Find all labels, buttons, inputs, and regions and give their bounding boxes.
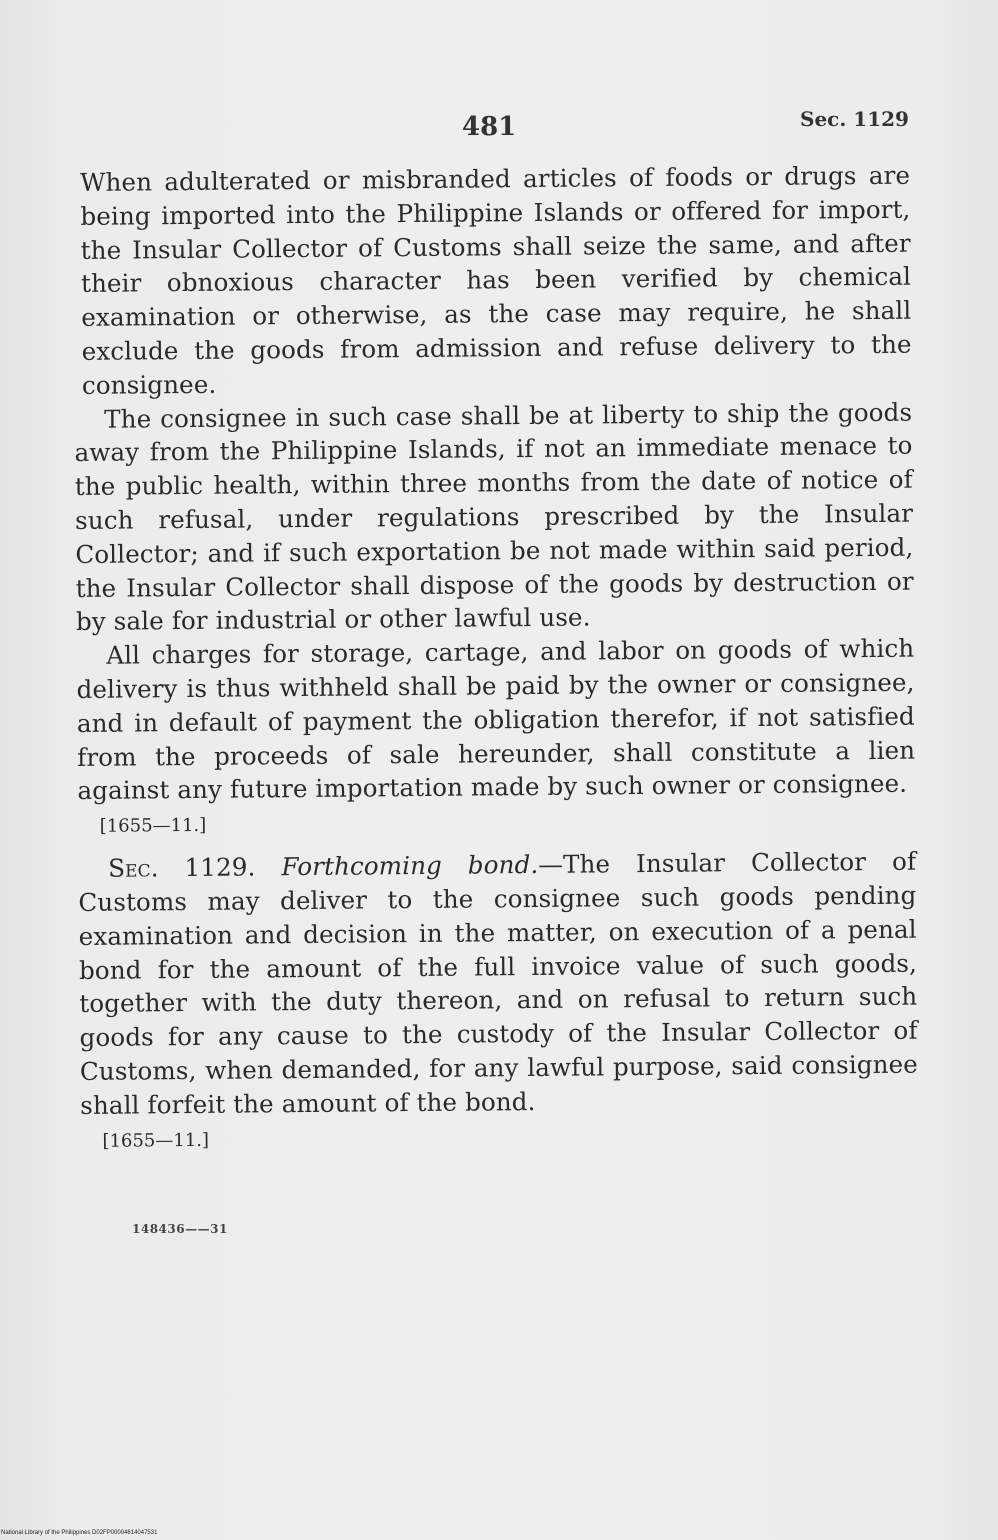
paragraph-consignee-liberty: The consignee in such case shall be at liberty to ship the goods away from the Philippine Islands, if not an immediate menace to the public health, within three months from the date of notice of such refusal, under regulations prescribed by the Insular Collector; and if such exportation be not made within said period, the Insular Collector shall dispose of the goods by destruction or by sale for industrial or other lawful use. [74,397,914,637]
section-body: —The Insular Collector of Customs may deliver to the consignee such goods pending examination and decision in the matter, on execution of a penal bond for the amount of the full invoice value of such goods, together with the duty thereon, and on refusal to return such goods for any cause to the custody of the Insular Collector of Customs, when demanded, for any lawful purpose, said consignee shall forfeit the amount of the bond. [78,846,918,1120]
print-code: 148436——31 [132,1222,228,1236]
section-title: Forthcoming bond. [281,850,539,882]
body-text [72,159,919,1157]
citation-reference: [1655—11.] [99,814,207,837]
section-reference: Sec. 1129 [800,107,909,131]
footer-credit: National Library of the Philippines D02FP00004614047531 [1,1530,158,1536]
paragraph-charges: All charges for storage, cartage, and labor on goods of which delivery is thus withheld shall be paid by the owner or consignee, and in default of payment the obligation therefor, if not satisfied from the proceeds of sale hereunder, shall constitute a lien against any future importation made by such owner or consignee. [76,633,916,806]
section-1129-paragraph [78,845,918,1123]
section-label: Sec. 1129. [108,852,256,883]
page-number: 481 [462,112,517,142]
citation-reference-2: [1655—11.] [102,1129,210,1152]
paragraph-seizure: When adulterated or misbranded articles of foods or drugs are being imported into the Philippine Islands or offered for import, the Insular Collector of Customs shall seize the same, and after their obnoxious character has been verified by chemical examination or otherwise, as the case may require, he shall exclude the goods from admission and refuse delivery to the consignee. [80,160,912,400]
